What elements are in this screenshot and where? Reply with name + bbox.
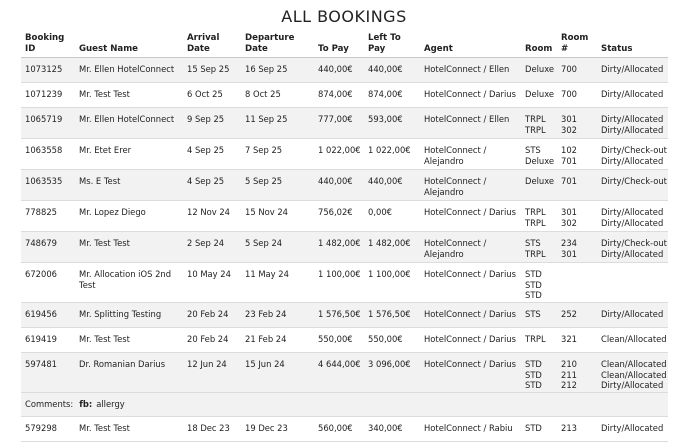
agent-cell: HotelConnect / Rabiu [420,417,521,442]
room-type-line: Deluxe [525,155,555,166]
guest-name-cell: Mr. Ellen HotelConnect [75,58,183,83]
agent-cell: HotelConnect / Alejandro [420,139,521,170]
room-type-cell [521,353,557,393]
status-line: Dirty/Allocated [601,217,664,228]
status-line: Dirty/Allocated [601,64,664,74]
departure-date-cell: 11 Sep 25 [241,108,314,139]
room-type-cell [521,263,557,303]
status-cell [597,232,668,263]
booking-id-cell: 619419 [21,328,75,353]
arrival-date-cell: 20 Feb 24 [183,328,241,353]
header-room: Room [521,30,557,58]
status-line: Dirty/Allocated [601,207,664,217]
left-to-pay-cell: 1 482,00€ [364,232,420,263]
table-row[interactable] [21,232,668,263]
departure-date-cell: 15 Nov 24 [241,201,314,232]
to-pay-cell: 550,00€ [314,328,364,353]
arrival-date-cell: 18 Dec 23 [183,417,241,442]
room-type-line: STD [525,279,542,290]
status-line: Dirty/Check-out [601,145,667,155]
departure-date-cell: 5 Sep 24 [241,232,314,263]
status-cell [597,58,668,83]
guest-name-cell: Mr. Test Test [75,232,183,263]
room-type-line: TRPL [525,207,546,217]
booking-id-cell: 579298 [21,417,75,442]
left-to-pay-cell: 593,00€ [364,108,420,139]
booking-id-cell: 1063558 [21,139,75,170]
guest-name-cell: Mr. Test Test [75,328,183,353]
room-number-cell [557,232,597,263]
header-room-number: Room # [557,30,597,58]
header-left-to-pay: Left To Pay [364,30,420,58]
room-type-line: STS [525,238,541,248]
guest-name-cell: Mr. Test Test [75,417,183,442]
room-type-line: TRPL [525,217,546,228]
arrival-date-cell: 4 Sep 25 [183,139,241,170]
table-row[interactable] [21,139,668,170]
bookings-table-body [21,58,668,442]
room-type-cell [521,139,557,170]
status-cell [597,263,668,303]
room-type-line: TRPL [525,248,546,259]
comment-key: fb: [79,399,93,409]
room-type-line: STD [525,269,542,279]
agent-cell: HotelConnect / Darius [420,328,521,353]
departure-date-cell: 23 Feb 24 [241,303,314,328]
comment-label: Comments: [25,399,74,409]
table-row[interactable] [21,328,668,353]
room-type-line: TRPL [525,334,546,344]
room-number-line: 700 [561,89,577,99]
status-cell [597,139,668,170]
table-row[interactable] [21,303,668,328]
left-to-pay-cell: 0,00€ [364,201,420,232]
left-to-pay-cell: 1 100,00€ [364,263,420,303]
room-number-line: 212 [561,380,577,390]
agent-cell: HotelConnect / Alejandro [420,232,521,263]
header-booking-id: Booking ID [21,30,75,58]
room-number-line: 252 [561,309,577,319]
room-type-line: STD [525,423,542,433]
room-number-line: 234 [561,238,577,248]
room-number-cell [557,328,597,353]
agent-cell: HotelConnect / Ellen [420,58,521,83]
arrival-date-cell: 20 Feb 24 [183,303,241,328]
left-to-pay-cell: 874,00€ [364,83,420,108]
guest-name-cell: Mr. Test Test [75,83,183,108]
booking-id-cell: 1063535 [21,170,75,201]
arrival-date-cell: 10 May 24 [183,263,241,303]
to-pay-cell: 874,00€ [314,83,364,108]
departure-date-cell: 7 Sep 25 [241,139,314,170]
room-type-line: Deluxe [525,176,555,186]
bookings-table [21,30,668,442]
status-cell [597,303,668,328]
room-number-line: 210 [561,359,577,369]
page-title: ALL BOOKINGS [281,7,407,26]
status-line: Dirty/Check-out [601,176,667,186]
room-number-line: 302 [561,124,577,135]
room-number-cell [557,108,597,139]
status-cell [597,417,668,442]
comment-row [21,393,668,417]
guest-name-cell: Mr. Lopez Diego [75,201,183,232]
status-cell [597,108,668,139]
to-pay-cell: 4 644,00€ [314,353,364,393]
status-line: Dirty/Allocated [601,309,664,319]
table-row[interactable] [21,83,668,108]
status-line: Clean/Allocated [601,334,667,344]
guest-name-cell: Dr. Romanian Darius [75,353,183,393]
room-number-line: 700 [561,64,577,74]
room-type-cell [521,303,557,328]
agent-cell: HotelConnect / Darius [420,83,521,108]
room-number-cell [557,170,597,201]
left-to-pay-cell: 1 576,50€ [364,303,420,328]
booking-id-cell: 619456 [21,303,75,328]
room-number-cell [557,263,597,303]
room-type-cell [521,232,557,263]
header-departure-date: Departure Date [241,30,314,58]
table-row[interactable] [21,417,668,442]
header-agent: Agent [420,30,521,58]
table-row[interactable] [21,108,668,139]
booking-id-cell: 597481 [21,353,75,393]
booking-id-cell: 748679 [21,232,75,263]
room-type-cell [521,201,557,232]
left-to-pay-cell: 3 096,00€ [364,353,420,393]
room-type-line: STD [525,369,542,380]
room-number-cell [557,139,597,170]
room-number-cell [557,201,597,232]
room-type-line: STS [525,309,541,319]
to-pay-cell: 1 576,50€ [314,303,364,328]
status-line: Dirty/Allocated [601,423,664,433]
booking-id-cell: 1065719 [21,108,75,139]
agent-cell: HotelConnect / Darius [420,303,521,328]
guest-name-cell: Mr. Splitting Testing [75,303,183,328]
arrival-date-cell: 12 Jun 24 [183,353,241,393]
comment-cell [21,393,668,417]
room-number-line: 301 [561,248,577,259]
arrival-date-cell: 9 Sep 25 [183,108,241,139]
to-pay-cell: 1 482,00€ [314,232,364,263]
status-cell [597,170,668,201]
booking-id-cell: 1071239 [21,83,75,108]
left-to-pay-cell: 550,00€ [364,328,420,353]
to-pay-cell: 756,02€ [314,201,364,232]
status-line: Dirty/Allocated [601,114,664,124]
status-line: Dirty/Allocated [601,380,664,390]
agent-cell: HotelConnect / Darius [420,201,521,232]
room-type-line: STD [525,380,542,390]
room-type-cell [521,170,557,201]
arrival-date-cell: 2 Sep 24 [183,232,241,263]
room-type-cell [521,328,557,353]
comment-text: allergy [96,399,125,409]
departure-date-cell: 21 Feb 24 [241,328,314,353]
room-type-cell [521,83,557,108]
booking-id-cell: 672006 [21,263,75,303]
left-to-pay-cell: 440,00€ [364,170,420,201]
to-pay-cell: 440,00€ [314,58,364,83]
room-number-line: 213 [561,423,577,433]
room-number-line: 211 [561,369,577,380]
booking-id-cell: 1073125 [21,58,75,83]
room-type-line: Deluxe [525,64,555,74]
agent-cell: HotelConnect / Ellen [420,108,521,139]
room-number-cell [557,417,597,442]
status-line: Dirty/Check-out [601,238,667,248]
header-to-pay: To Pay [314,30,364,58]
room-number-line: 102 [561,145,577,155]
to-pay-cell: 440,00€ [314,170,364,201]
agent-cell: HotelConnect / Darius [420,353,521,393]
room-type-line: TRPL [525,114,546,124]
arrival-date-cell: 6 Oct 25 [183,83,241,108]
status-line: Clean/Allocated [601,369,667,380]
to-pay-cell: 560,00€ [314,417,364,442]
room-number-line: 321 [561,334,577,344]
header-arrival-date: Arrival Date [183,30,241,58]
status-cell [597,353,668,393]
room-number-line: 301 [561,207,577,217]
room-type-line: TRPL [525,124,546,135]
status-line: Dirty/Allocated [601,155,664,166]
arrival-date-cell: 12 Nov 24 [183,201,241,232]
departure-date-cell: 19 Dec 23 [241,417,314,442]
room-type-cell [521,108,557,139]
table-row[interactable] [21,58,668,83]
guest-name-cell: Mr. Allocation iOS 2nd Test [75,263,183,303]
room-number-line: 701 [561,155,577,166]
table-row[interactable] [21,201,668,232]
to-pay-cell: 1 100,00€ [314,263,364,303]
guest-name-cell: Mr. Ellen HotelConnect [75,108,183,139]
status-cell [597,201,668,232]
room-type-line: Deluxe [525,89,555,99]
room-number-line: 302 [561,217,577,228]
room-type-line: STS [525,145,541,155]
guest-name-cell: Mr. Etet Erer [75,139,183,170]
status-line: Dirty/Allocated [601,124,664,135]
left-to-pay-cell: 1 022,00€ [364,139,420,170]
room-type-line: STD [525,359,542,369]
room-number-cell [557,58,597,83]
departure-date-cell: 16 Sep 25 [241,58,314,83]
status-line: Dirty/Allocated [601,248,664,259]
booking-id-cell: 778825 [21,201,75,232]
table-row[interactable] [21,170,668,201]
departure-date-cell: 5 Sep 25 [241,170,314,201]
table-row[interactable] [21,263,668,303]
status-cell [597,83,668,108]
departure-date-cell: 15 Jun 24 [241,353,314,393]
room-type-cell [521,417,557,442]
to-pay-cell: 1 022,00€ [314,139,364,170]
status-cell [597,328,668,353]
agent-cell: HotelConnect / Alejandro [420,170,521,201]
left-to-pay-cell: 340,00€ [364,417,420,442]
table-header-row [21,30,668,58]
room-number-line: 701 [561,176,577,186]
status-line: Clean/Allocated [601,359,667,369]
departure-date-cell: 8 Oct 25 [241,83,314,108]
status-line: Dirty/Allocated [601,89,664,99]
room-type-cell [521,58,557,83]
room-number-cell [557,83,597,108]
room-type-line: STD [525,290,542,300]
table-row[interactable] [21,353,668,393]
room-number-cell [557,303,597,328]
agent-cell: HotelConnect / Darius [420,263,521,303]
left-to-pay-cell: 440,00€ [364,58,420,83]
arrival-date-cell: 4 Sep 25 [183,170,241,201]
header-status: Status [597,30,668,58]
departure-date-cell: 11 May 24 [241,263,314,303]
to-pay-cell: 777,00€ [314,108,364,139]
arrival-date-cell: 15 Sep 25 [183,58,241,83]
guest-name-cell: Ms. E Test [75,170,183,201]
room-number-line: 301 [561,114,577,124]
header-guest-name: Guest Name [75,30,183,58]
room-number-cell [557,353,597,393]
